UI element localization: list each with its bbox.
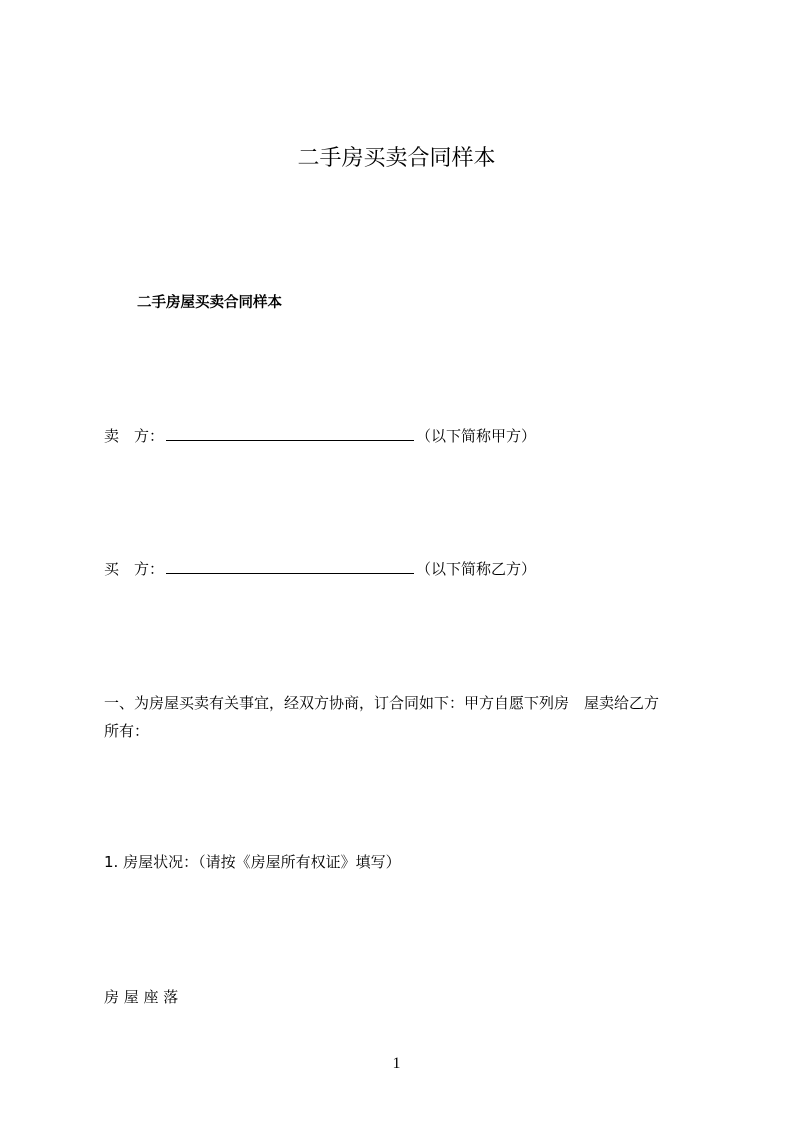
document-title: 二手房买卖合同样本 <box>297 146 496 171</box>
buyer-note: （以下简称乙方） <box>416 560 537 578</box>
location-label: 房 屋 座 落 <box>104 988 179 1006</box>
item-1-heading: 1. 房屋状况：（请按《房屋所有权证》填写） <box>104 853 401 871</box>
buyer-label: 买 方： <box>104 560 165 578</box>
buyer-blank-field[interactable] <box>166 559 414 574</box>
page-number: 1 <box>392 1055 401 1072</box>
seller-label: 卖 方： <box>104 427 165 445</box>
clause-1-line-2: 所有： <box>104 722 150 740</box>
seller-blank-field[interactable] <box>166 426 414 441</box>
document-subtitle: 二手房屋买卖合同样本 <box>137 295 282 311</box>
buyer-line <box>104 558 536 579</box>
seller-line <box>104 425 536 446</box>
seller-note: （以下简称甲方） <box>416 427 537 445</box>
clause-1-line-1: 一、为房屋买卖有关事宜，经双方协商，订合同如下：甲方自愿下列房 屋卖给乙方 <box>104 694 660 712</box>
